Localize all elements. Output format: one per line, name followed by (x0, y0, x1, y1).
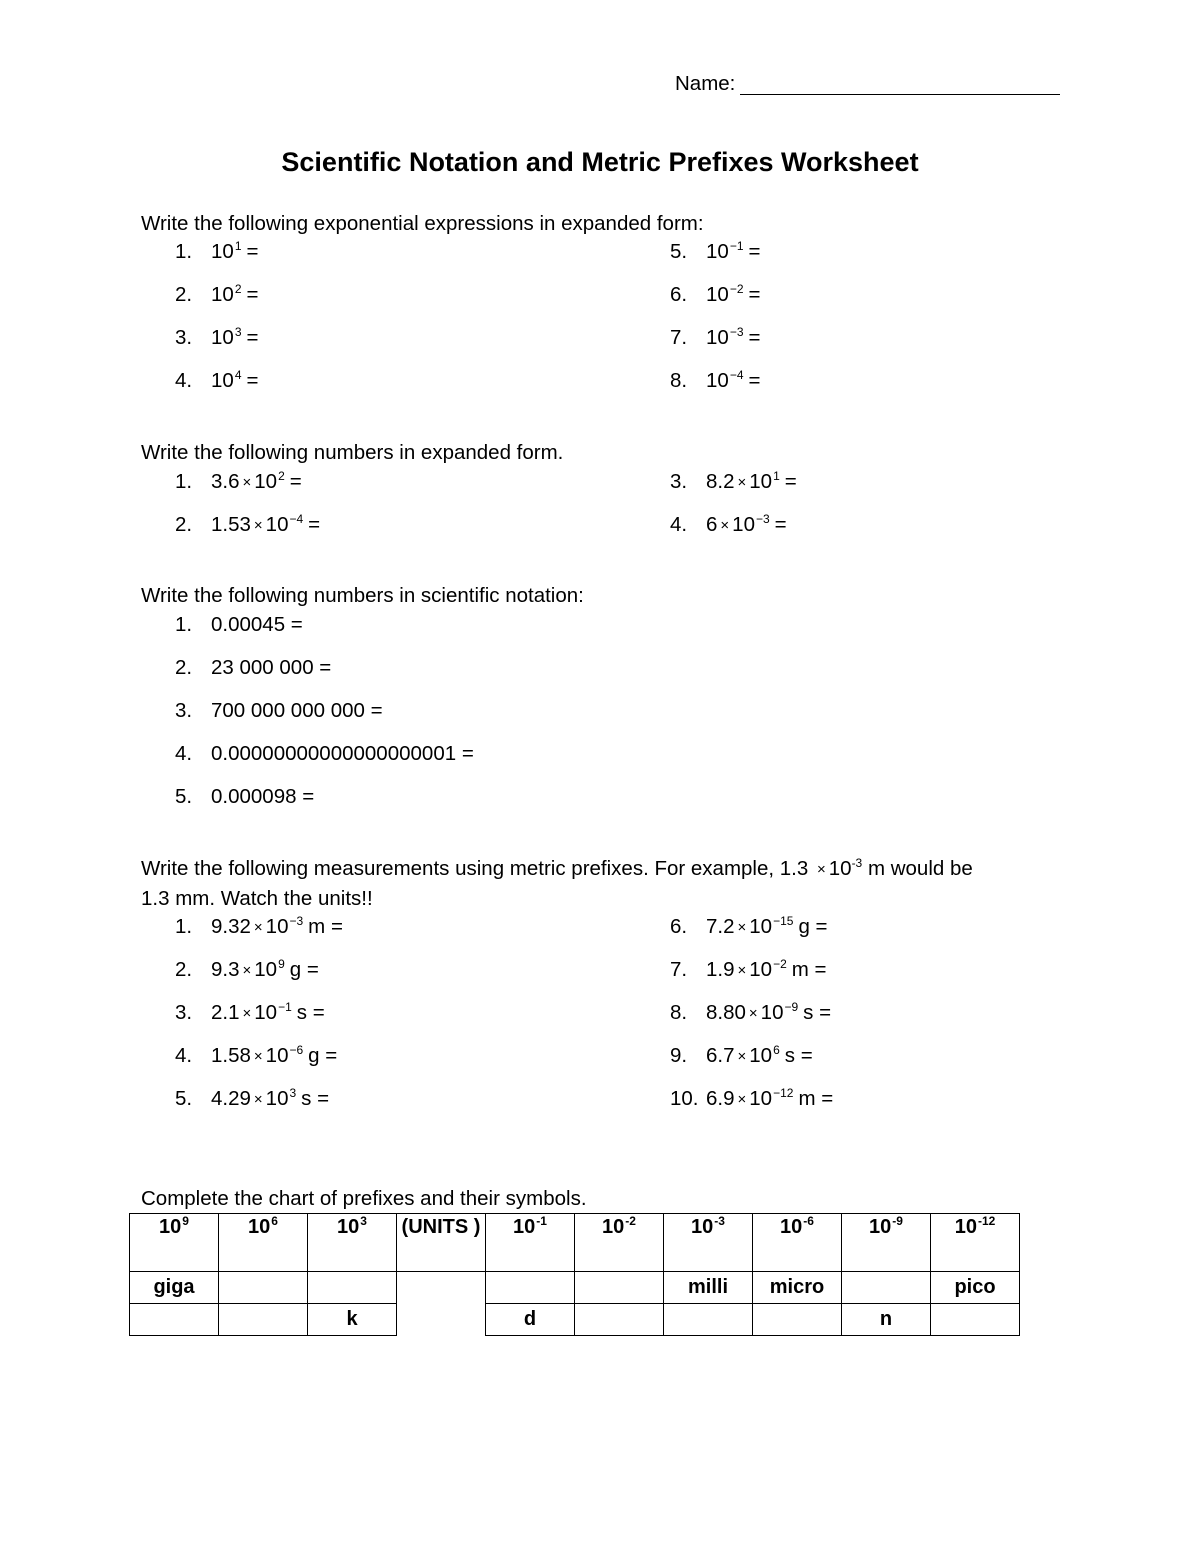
coefficient: 2.1 (211, 1001, 240, 1024)
power-base: 10 (211, 240, 234, 263)
power-base: 10 (265, 915, 289, 938)
power-base: 10 (732, 513, 755, 536)
answer-equals: = (246, 326, 259, 349)
item-number: 2. (175, 513, 193, 536)
list-item (175, 512, 321, 536)
power-base: 10 (159, 1216, 182, 1238)
times-sign: × (242, 962, 252, 979)
item-number: 6. (670, 915, 688, 938)
prefix-cell: milli (664, 1272, 753, 1304)
section4-heading-text-b: m would be (867, 857, 973, 880)
power-exponent: -2 (625, 1214, 636, 1228)
answer-unit: g = (289, 958, 319, 981)
list-item (670, 239, 761, 263)
answer-unit: g = (798, 915, 828, 938)
list-item (175, 469, 302, 493)
answer-equals: = (748, 369, 761, 392)
item-number: 8. (670, 369, 688, 392)
chart-header-cell (753, 1214, 842, 1272)
list-item (670, 1086, 834, 1110)
chart-header-cell (931, 1214, 1020, 1272)
list-item (175, 615, 303, 636)
power-exponent: 4 (234, 368, 242, 382)
power-exponent: -6 (803, 1214, 814, 1228)
power-base: 10 (780, 1216, 803, 1238)
times-sign: × (816, 861, 826, 878)
page-title: Scientific Notation and Metric Prefixes Worksheet (281, 147, 919, 177)
power-exponent: −4 (729, 368, 744, 382)
power-base: 10 (760, 1001, 784, 1024)
power-exponent: -9 (892, 1214, 903, 1228)
list-item (175, 1000, 325, 1024)
power-base: 10 (691, 1216, 714, 1238)
list-item (670, 1043, 813, 1067)
power-base: 10 (706, 283, 729, 306)
chart-header-cell (397, 1214, 486, 1272)
power-base: 10 (254, 470, 278, 493)
power-exponent: −4 (289, 512, 304, 526)
prefix-cell[interactable] (486, 1272, 575, 1304)
name-field[interactable] (740, 94, 1060, 95)
times-sign: × (737, 474, 747, 491)
coefficient: 1.53 (211, 513, 251, 536)
section1-heading: Write the following exponential expressions in expanded form: (141, 212, 704, 235)
power-base: 10 (706, 240, 729, 263)
answer-equals: = (246, 369, 259, 392)
answer-unit: m = (798, 1087, 834, 1110)
answer-equals: = (246, 283, 259, 306)
section5-heading: Complete the chart of prefixes and their symbols. (141, 1187, 587, 1210)
power-base: 10 (265, 513, 289, 536)
chart-header-cell (219, 1214, 308, 1272)
power-base: 10 (749, 1087, 773, 1110)
prefix-cell[interactable] (842, 1272, 931, 1304)
symbol-cell: d (486, 1304, 575, 1336)
list-item (175, 744, 474, 765)
power-exponent: 1 (773, 469, 780, 483)
power-exponent: −3 (289, 914, 304, 928)
power-exponent: 1 (234, 239, 242, 253)
coefficient: 8.80 (706, 1001, 746, 1024)
answer-equals: = (774, 513, 787, 536)
power-base: 10 (706, 369, 729, 392)
power-base: 10 (265, 1087, 289, 1110)
item-number: 1. (175, 240, 193, 263)
power-exponent: −15 (773, 914, 794, 928)
symbol-cell[interactable] (575, 1304, 664, 1336)
power-exponent: −2 (729, 282, 744, 296)
power-base: 10 (706, 326, 729, 349)
item-number: 10. (670, 1087, 699, 1110)
answer-unit: m = (308, 915, 343, 938)
list-item (670, 368, 761, 392)
prefix-cell[interactable] (575, 1272, 664, 1304)
number-text: 0.00000000000000000001 = (211, 742, 474, 765)
coefficient: 8.2 (706, 470, 735, 493)
symbol-cell[interactable] (130, 1304, 219, 1336)
coefficient: 3.6 (211, 470, 240, 493)
prefix-cell: micro (753, 1272, 842, 1304)
power-exponent: 3 (234, 325, 242, 339)
item-number: 1. (175, 915, 193, 938)
symbol-cell[interactable] (219, 1304, 308, 1336)
answer-equals: = (748, 240, 761, 263)
section4-heading-line2: 1.3 mm. Watch the units!! (141, 887, 373, 910)
list-item (175, 325, 259, 349)
power-exponent: 6 (773, 1043, 780, 1057)
item-number: 4. (670, 513, 688, 536)
times-sign: × (737, 1048, 747, 1065)
prefix-cell: giga (130, 1272, 219, 1304)
list-item (175, 957, 319, 981)
item-number: 6. (670, 283, 688, 306)
number-text: 0.000098 = (211, 785, 315, 808)
power-exponent: 6 (271, 1214, 278, 1228)
power-base: 10 (749, 470, 773, 493)
power-exponent: -3 (714, 1214, 725, 1228)
section2-heading: Write the following numbers in expanded form. (141, 441, 564, 464)
item-number: 7. (670, 326, 688, 349)
item-number: 5. (175, 1087, 193, 1110)
list-item (175, 658, 331, 679)
power-base: 10 (265, 1044, 289, 1067)
units-label: (UNITS ) (401, 1216, 481, 1238)
power-exponent: −3 (755, 512, 770, 526)
times-sign: × (748, 1005, 758, 1022)
answer-equals: = (246, 240, 259, 263)
chart-header-cell (842, 1214, 931, 1272)
power-exponent: −1 (729, 239, 744, 253)
coefficient: 6 (706, 513, 718, 536)
list-item (670, 282, 761, 306)
times-sign: × (253, 517, 263, 534)
symbol-cell: k (308, 1304, 397, 1336)
item-number: 3. (670, 470, 688, 493)
coefficient: 1.58 (211, 1044, 251, 1067)
answer-equals: = (748, 326, 761, 349)
answer-unit: s = (784, 1044, 813, 1067)
times-sign: × (737, 919, 747, 936)
times-sign: × (242, 474, 252, 491)
coefficient: 9.32 (211, 915, 251, 938)
power-exponent: −9 (784, 1000, 799, 1014)
power-exponent: 3 (289, 1086, 297, 1100)
chart-header-cell (308, 1214, 397, 1272)
item-number: 4. (175, 369, 193, 392)
item-number: 4. (175, 1044, 193, 1067)
power-base: 10 (211, 283, 234, 306)
answer-equals: = (748, 283, 761, 306)
list-item (175, 282, 259, 306)
item-number: 1. (175, 470, 193, 493)
item-number: 2. (175, 283, 193, 306)
times-sign: × (253, 919, 263, 936)
item-number: 8. (670, 1001, 688, 1024)
power-exponent: −1 (278, 1000, 292, 1014)
symbol-cell: n (842, 1304, 931, 1336)
times-sign: × (737, 962, 747, 979)
list-item (670, 1000, 832, 1024)
item-number: 5. (670, 240, 688, 263)
section4-heading-base: 10 (828, 857, 852, 880)
prefix-cell (397, 1272, 486, 1304)
power-base: 10 (337, 1216, 360, 1238)
list-item (670, 914, 828, 938)
item-number: 9. (670, 1044, 688, 1067)
symbol-cell[interactable] (664, 1304, 753, 1336)
power-exponent: −3 (729, 325, 744, 339)
list-item (670, 512, 787, 536)
answer-unit: s = (296, 1001, 325, 1024)
power-exponent: 2 (234, 282, 242, 296)
chart-header-cell (486, 1214, 575, 1272)
power-exponent: -12 (977, 1214, 996, 1228)
list-item (670, 957, 827, 981)
symbol-cell[interactable] (931, 1304, 1020, 1336)
power-exponent: 2 (278, 469, 285, 483)
power-base: 10 (602, 1216, 625, 1238)
name-label: Name: (675, 72, 736, 95)
times-sign: × (720, 517, 730, 534)
times-sign: × (253, 1091, 263, 1108)
item-number: 3. (175, 326, 193, 349)
power-base: 10 (254, 1001, 278, 1024)
list-item (175, 914, 343, 938)
section3-heading: Write the following numbers in scientific notation: (141, 584, 584, 607)
prefix-cell: pico (931, 1272, 1020, 1304)
answer-equals: = (784, 470, 797, 493)
list-item (175, 1086, 330, 1110)
times-sign: × (242, 1005, 252, 1022)
power-exponent: −12 (773, 1086, 794, 1100)
chart-header-cell (130, 1214, 219, 1272)
power-base: 10 (749, 958, 773, 981)
section4-heading-line1 (141, 856, 973, 880)
answer-unit: g = (308, 1044, 338, 1067)
list-item (175, 368, 259, 392)
power-base: 10 (211, 326, 234, 349)
power-exponent: −2 (773, 957, 787, 971)
chart-header-cell (664, 1214, 753, 1272)
power-exponent: 3 (360, 1214, 367, 1228)
power-exponent: 9 (182, 1214, 189, 1228)
item-number: 2. (175, 958, 193, 981)
power-exponent: −6 (289, 1043, 304, 1057)
number-text: 23 000 000 = (211, 656, 332, 679)
list-item (175, 1043, 338, 1067)
prefix-chart (129, 1213, 1020, 1336)
item-number: 7. (670, 958, 688, 981)
power-exponent: 9 (278, 957, 285, 971)
answer-equals: = (289, 470, 302, 493)
item-number: 1. (175, 613, 193, 636)
times-sign: × (253, 1048, 263, 1065)
list-item (670, 469, 797, 493)
answer-unit: s = (803, 1001, 832, 1024)
item-number: 5. (175, 785, 193, 808)
list-item (175, 239, 259, 263)
prefix-cell[interactable] (219, 1272, 308, 1304)
power-base: 10 (513, 1216, 536, 1238)
item-number: 3. (175, 699, 193, 722)
answer-unit: m = (791, 958, 827, 981)
item-number: 2. (175, 656, 193, 679)
power-base: 10 (749, 1044, 773, 1067)
answer-unit: s = (301, 1087, 330, 1110)
answer-equals: = (308, 513, 321, 536)
coefficient: 6.7 (706, 1044, 735, 1067)
times-sign: × (737, 1091, 747, 1108)
coefficient: 9.3 (211, 958, 240, 981)
power-base: 10 (869, 1216, 892, 1238)
number-text: 0.00045 = (211, 613, 303, 636)
section4-heading-text-a: Write the following measurements using metric prefixes. For example, 1.3 (141, 857, 809, 880)
power-base: 10 (211, 369, 234, 392)
chart-header-cell (575, 1214, 664, 1272)
coefficient: 6.9 (706, 1087, 735, 1110)
coefficient: 7.2 (706, 915, 735, 938)
item-number: 4. (175, 742, 193, 765)
coefficient: 4.29 (211, 1087, 251, 1110)
prefix-cell[interactable] (308, 1272, 397, 1304)
power-exponent: -1 (536, 1214, 547, 1228)
list-item (175, 701, 383, 722)
list-item (670, 325, 761, 349)
power-base: 10 (749, 915, 773, 938)
coefficient: 1.9 (706, 958, 735, 981)
section4-heading-exp: -3 (851, 856, 863, 870)
item-number: 3. (175, 1001, 193, 1024)
symbol-cell (397, 1304, 486, 1336)
number-text: 700 000 000 000 = (211, 699, 383, 722)
power-base: 10 (954, 1216, 977, 1238)
list-item (175, 787, 314, 808)
symbol-cell[interactable] (753, 1304, 842, 1336)
power-base: 10 (248, 1216, 271, 1238)
power-base: 10 (254, 958, 278, 981)
